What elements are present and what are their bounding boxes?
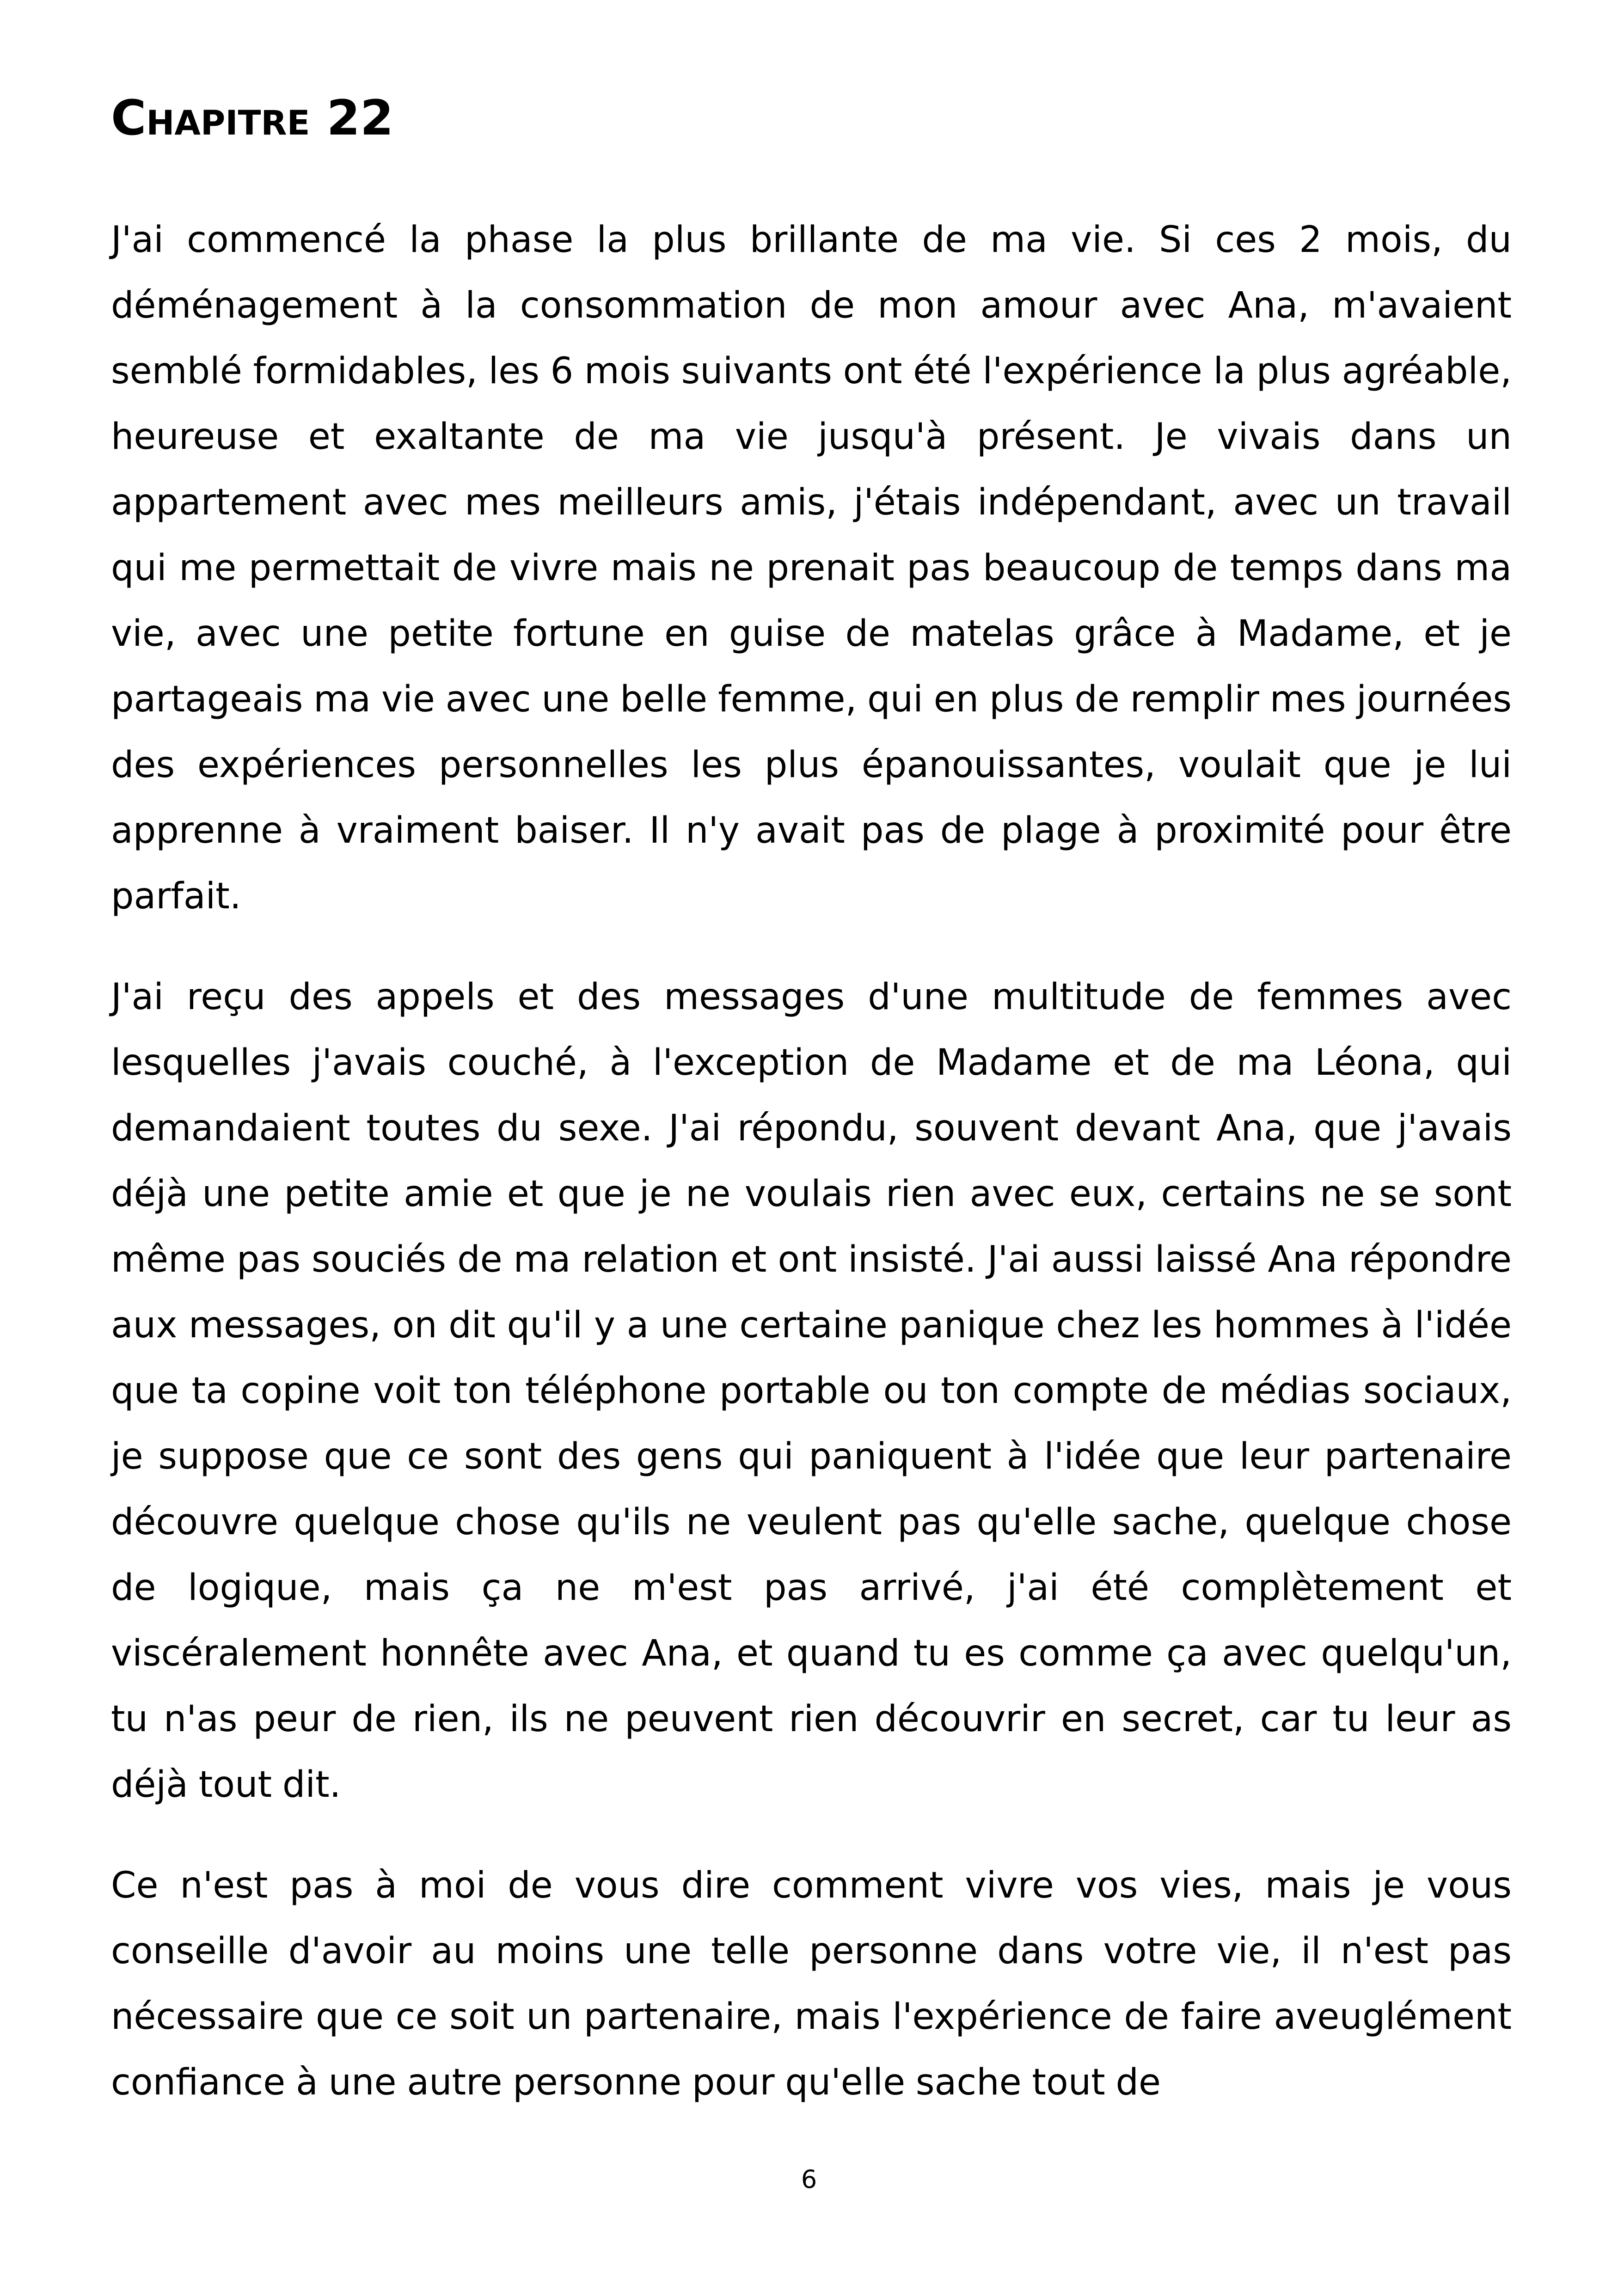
chapter-body — [111, 207, 1512, 2150]
chapter-title: Chapitre 22 — [111, 90, 394, 146]
page-number: 6 — [801, 2165, 817, 2194]
paragraph: J'ai reçu des appels et des messages d'une multitude de femmes avec lesquelles j'avais couché, à l'exception de Madame et de ma Léona, qui demandaient toutes du sexe. J'ai répondu, souvent devant Ana, que j'avais déjà une petite amie et que je ne voulais rien avec eux, certains ne se sont même pas souciés de ma relation et ont insisté. J'ai aussi laissé Ana répondre aux messages, on dit qu'il y a une certaine panique chez les hommes à l'idée que ta copine voit ton téléphone portable ou ton compte de médias sociaux, je suppose que ce sont des gens qui paniquent à l'idée que leur partenaire découvre quelque chose qu'ils ne veulent pas qu'elle sache, quelque chose de logique, mais ça ne m'est pas arrivé, j'ai été complètement et viscéralement honnête avec Ana, et quand tu es comme ça avec quelqu'un, tu n'as peur de rien, ils ne peuvent rien découvrir en secret, car tu leur as déjà tout dit. — [111, 976, 1512, 1806]
paragraph: J'ai commencé la phase la plus brillante de ma vie. Si ces 2 mois, du déménagement à la consommation de mon amour avec Ana, m'avaient semblé formidables, les 6 mois suivants ont été l'expérience la plus agréable, heureuse et exaltante de ma vie jusqu'à présent. Je vivais dans un appartement avec mes meilleurs amis, j'étais indépendant, avec un travail qui me permettait de vivre mais ne prenait pas beaucoup de temps dans ma vie, avec une petite fortune en guise de matelas grâce à Madame, et je partageais ma vie avec une belle femme, qui en plus de remplir mes journées des expériences personnelles les plus épanouissantes, voulait que je lui apprenne à vraiment baiser. Il n'y avait pas de plage à proximité pour être parfait. — [111, 219, 1512, 917]
paragraph: Ce n'est pas à moi de vous dire comment vivre vos vies, mais je vous conseille d'avoir au moins une telle personne dans votre vie, il n'est pas nécessaire que ce soit un partenaire, mais l'expérience de faire aveuglément confiance à une autre personne pour qu'elle sache tout de — [111, 1865, 1512, 2103]
